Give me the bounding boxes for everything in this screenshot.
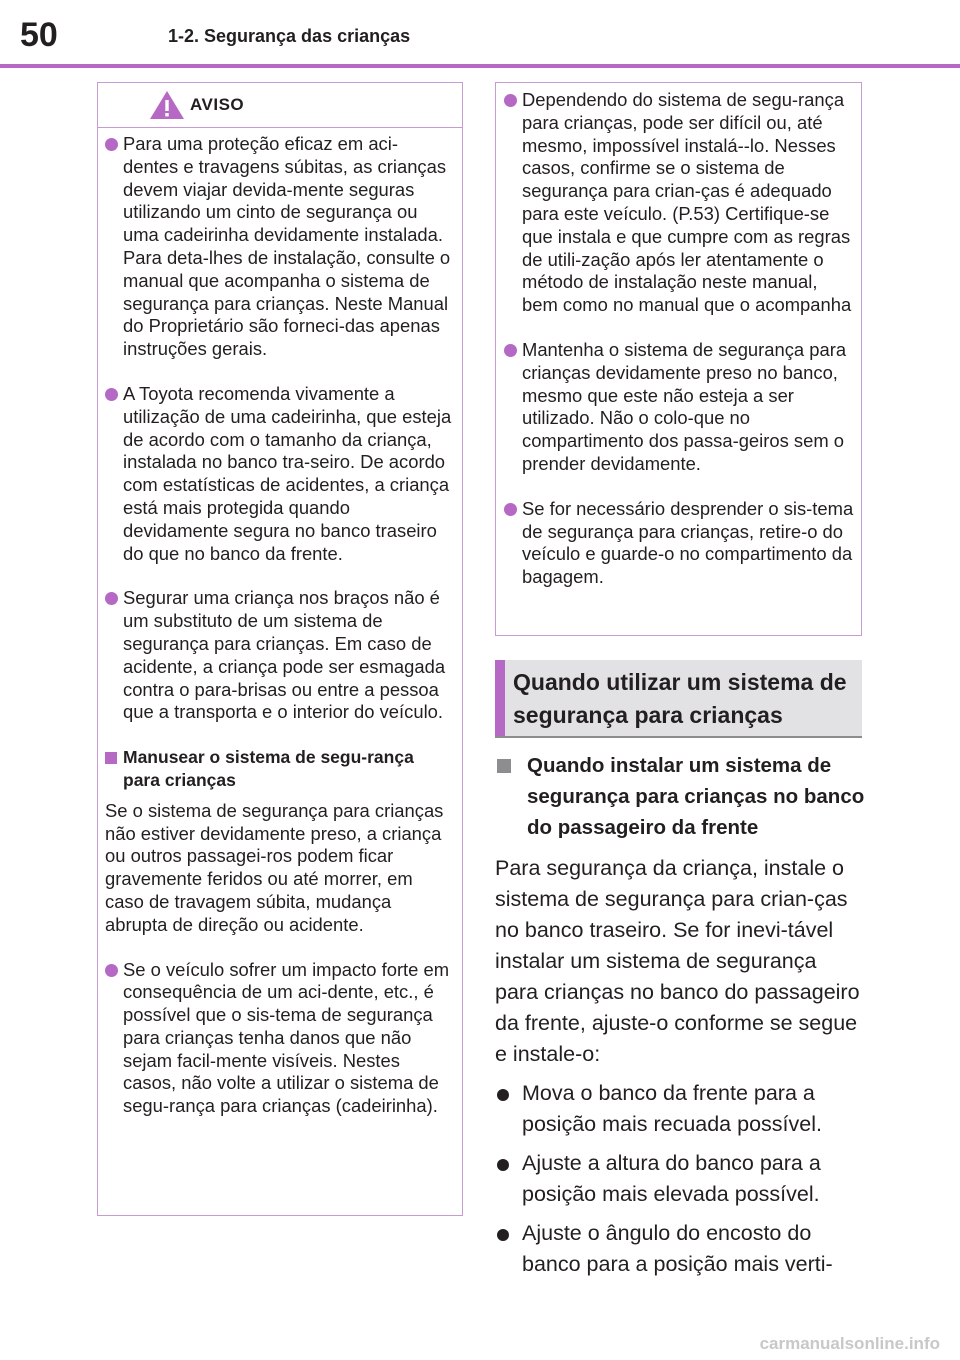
warning-subsection-title-text: Manusear o sistema de segu-rança para crianças [123, 747, 414, 790]
section-bullet-text: Ajuste o ângulo do encosto do banco para a posição mais verti- [522, 1221, 833, 1276]
warning-item [105, 383, 453, 565]
bullet-dot-icon [497, 1089, 509, 1101]
bullet-dot-icon [105, 964, 118, 977]
section-bullet [495, 1148, 865, 1210]
watermark: carmanualsonline.info [759, 1334, 940, 1353]
section-subheading [495, 750, 865, 843]
section-heading-text: Quando utilizar um sistema de segurança para crianças [513, 669, 847, 728]
section-heading [495, 660, 862, 738]
warning-item-text: A Toyota recomenda vivamente a utilização de uma cadeirinha, que esteja de acordo com o tamanho da criança, instalada no banco tra-seiro. De acordo com estatísticas de acidentes, a criança está mais protegida quando devidamente segura no banco traseiro do que no banco da frente. [123, 382, 452, 564]
warning-subsection-title [105, 746, 453, 792]
bullet-dot-icon [105, 138, 118, 151]
warning-header [98, 83, 462, 128]
warning-item-text: Para uma proteção eficaz em aci-dentes e travagens súbitas, as crianças devem viajar devida-mente seguras utilizando um cinto de segurança ou uma cadeirinha devidamente instalada. Para deta-lhes de instalação, consulte o manual que acompanha o sistema de segurança para crianças. Neste Manual do Proprietário são forneci-das apenas instruções gerais. [123, 133, 451, 360]
section-body [495, 750, 865, 1288]
warning-item [504, 498, 854, 589]
section-paragraph: Para segurança da criança, instale o sistema de segurança para crian-ças no banco traseiro. Se for inevi-tável instalar um sistema de segurança para crianças no banco do passageiro da frente, ajuste-o conforme se segue e instale-o: [495, 856, 860, 1066]
section-bullet-text: Ajuste a altura do banco para a posição mais elevada possível. [522, 1151, 821, 1206]
bullet-dot-icon [105, 388, 118, 401]
warning-left-column [105, 133, 453, 1140]
warning-item-text: Dependendo do sistema de segu-rança para crianças, pode ser difícil ou, até mesmo, impossível instalá--lo. Nesses casos, confirme se o sistema de segurança para crian-ças é adequado para este veículo. (P.53) Certifique-se que instala e que cumpre com as regras de utili-zação após ler atentamente o método de instalação neste manual, bem como no manual que o acompanha [522, 89, 852, 316]
bullet-dot-icon [504, 344, 517, 357]
warning-item-text: Se o veículo sofrer um impacto forte em consequência de um aci-dente, etc., é possível que o sis-tema de segurança para crianças tenha danos que não sejam facil-mente visíveis. Nestes casos, não volte a utilizar o sistema de segu-rança para crianças (cadeirinha). [123, 958, 450, 1117]
section-title: 1-2. Segurança das crianças [168, 26, 411, 46]
warning-item [504, 89, 854, 317]
warning-triangle-icon [149, 90, 185, 120]
section-subheading-text: Quando instalar um sistema de segurança para crianças no banco do passageiro da frente [527, 754, 865, 839]
bullet-dot-icon [497, 1229, 509, 1241]
square-bullet-icon [105, 752, 117, 764]
section-bullet [495, 1218, 865, 1280]
warning-subsection-text: Se o sistema de segurança para crianças não estiver devidamente preso, a criança ou outros passagei-ros podem ficar gravemente feridos ou até morrer, em caso de travagem súbita, mudança abrupta de direção ou acidente. [105, 799, 444, 935]
bullet-dot-icon [497, 1159, 509, 1171]
warning-item [504, 339, 854, 476]
section-bullet [495, 1078, 865, 1140]
warning-item [105, 587, 453, 724]
bullet-dot-icon [504, 503, 517, 516]
warning-continued-box [495, 82, 862, 636]
warning-item-text: Mantenha o sistema de segurança para crianças devidamente preso no banco, mesmo que este não esteja a ser utilizado. Não o colo-que no compartimento dos passa-geiros sem o prender devidamente. [522, 338, 847, 474]
warning-item-text: Se for necessário desprender o sis-tema de segurança para crianças, retire-o do veículo e guarde-o no compartimento da bagagem. [522, 497, 854, 588]
warning-item-text: Segurar uma criança nos braços não é um substituto de um sistema de segurança para crianças. Em caso de acidente, a criança pode ser esmagada contra o para-brisas ou entre a pessoa que a transporta e o interior do veículo. [123, 587, 446, 723]
warning-label: AVISO [190, 95, 245, 114]
square-bullet-icon [497, 759, 511, 773]
section-bullet-text: Mova o banco da frente para a posição mais recuada possível. [522, 1081, 822, 1136]
warning-item [105, 959, 453, 1119]
page-number: 50 [20, 16, 58, 54]
warning-item [105, 133, 453, 361]
bullet-dot-icon [105, 592, 118, 605]
bullet-dot-icon [504, 94, 517, 107]
header-rule [0, 64, 960, 68]
